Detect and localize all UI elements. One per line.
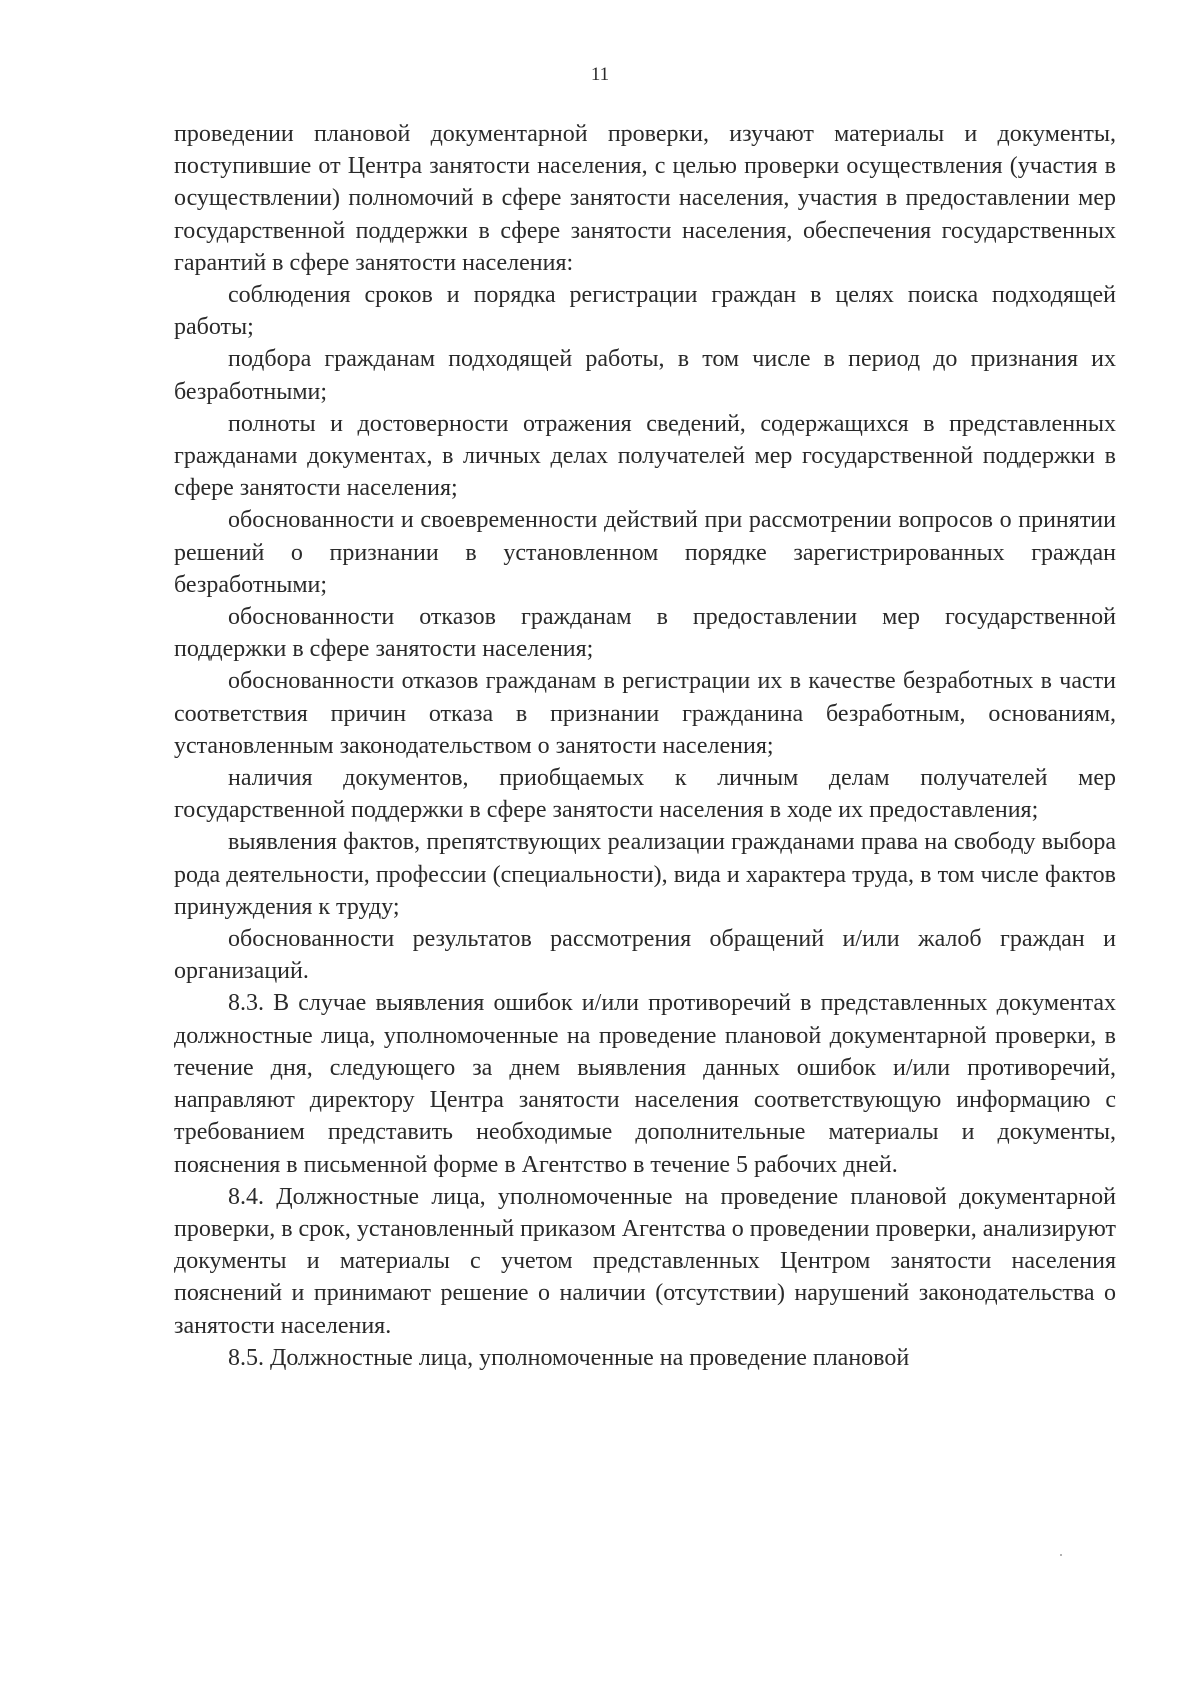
paragraph-list-item: обоснованности отказов гражданам в предоставлении мер государственной поддержки в сфере занятости населения;	[174, 604, 1116, 663]
paragraph-list-item: полноты и достоверности отражения сведений, содержащихся в представленных гражданами документах, в личных делах получателей мер государственной поддержки в сфере занятости населения;	[174, 410, 1116, 502]
paragraph-list-item: наличия документов, приобщаемых к личным делам получателей мер государственной поддержки в сфере занятости населения в ходе их предоставления;	[174, 765, 1116, 824]
paragraph-clause-8-5: 8.5. Должностные лица, уполномоченные на проведение плановой	[228, 1344, 910, 1371]
paragraph-list-item: подбора гражданам подходящей работы, в том числе в период до признания их безработными;	[174, 346, 1116, 405]
paragraph-list-item: обоснованности и своевременности действий при рассмотрении вопросов о принятии решений о признании в установленном порядке зарегистрированных граждан безработными;	[174, 507, 1116, 598]
document-body	[174, 118, 1116, 1374]
paragraph-list-item: обоснованности результатов рассмотрения обращений и/или жалоб граждан и организаций.	[174, 926, 1116, 985]
page-number: 11	[590, 64, 610, 85]
paragraph-list-item: выявления фактов, препятствующих реализации гражданами права на свободу выбора рода деятельности, профессии (специальности), вида и характера труда, в том числе фактов принуждения к труду;	[174, 829, 1116, 920]
paragraph-clause-8-3: 8.3. В случае выявления ошибок и/или противоречий в представленных документах должностные лица, уполномоченные на проведение плановой документарной проверки, в течение дня, следующего за днем выявления данных ошибок и/или противоречий, направляют директору Центра занятости населения соответствующую информацию с требованием представить необходимые дополнительные материалы и документы, пояснения в письменной форме в Агентство в течение 5 рабочих дней.	[174, 990, 1116, 1178]
paragraph-continuation: проведении плановой документарной проверки, изучают материалы и документы, поступившие от Центра занятости населения, с целью проверки осуществления (участия в осуществлении) полномочий в сфере занятости населения, участия в предоставлении мер государственной поддержки в сфере занятости населения, обеспечения государственных гарантий в сфере занятости населения:	[174, 121, 1116, 276]
paragraph-list-item: соблюдения сроков и порядка регистрации граждан в целях поиска подходящей работы;	[174, 282, 1116, 341]
paragraph-clause-8-4: 8.4. Должностные лица, уполномоченные на проведение плановой документарной проверки, в срок, установленный приказом Агентства о проведении проверки, анализируют документы и материалы с учетом представленных Центром занятости населения пояснений и принимают решение о наличии (отсутствии) нарушений законодательства о занятости населения.	[174, 1183, 1116, 1339]
paragraph-list-item: обоснованности отказов гражданам в регистрации их в качестве безработных в части соответствия причин отказа в признании гражданина безработным, основаниям, установленным законодательством о занятости населения;	[174, 668, 1116, 759]
scan-speck	[1060, 1554, 1062, 1556]
